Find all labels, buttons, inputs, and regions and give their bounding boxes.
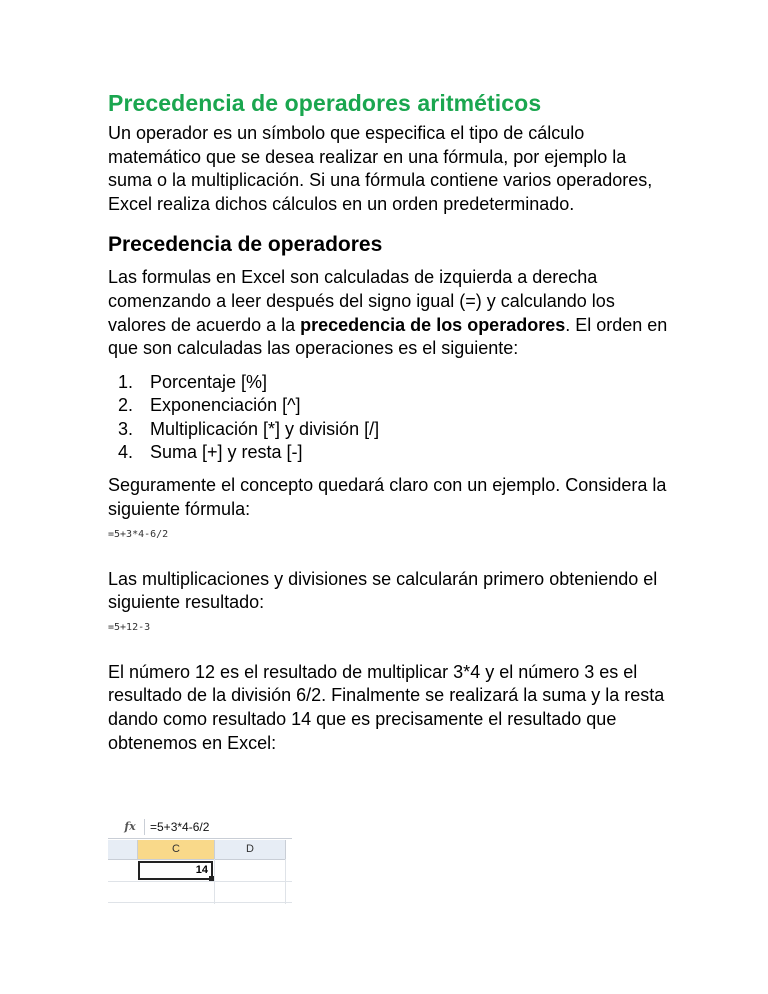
fill-handle [209,876,214,881]
example-paragraph: Seguramente el concepto quedará claro con un ejemplo. Considera la siguiente fórmula: [108,475,667,519]
precedence-paragraph [108,266,668,360]
list-number: 1. [118,371,134,392]
list-item [108,371,668,394]
list-number: 3. [118,418,134,439]
row-header-corner [108,840,138,860]
selected-cell-c: 14 [138,861,213,880]
list-item [108,394,668,417]
document-page [108,86,668,755]
list-item [108,418,668,441]
result-paragraph: El número 12 es el resultado de multiplicar 3*4 y el número 3 es el resultado de la división 6/2. Finalmente se realizará la suma y la resta dando como resultado 14 que es precisamente el resultado que obtenemos en Excel: [108,661,665,753]
column-header-c: C [138,840,215,860]
column-header-d: D [215,840,286,860]
section-heading: Precedencia de operadores [108,233,383,257]
grid-line [108,902,292,903]
list-text: Multiplicación [*] y división [/] [150,418,380,439]
formula-bar [108,816,292,839]
formula-example-1: =5+3*4-6/2 [108,528,169,540]
formula-bar-text: =5+3*4-6/2 [150,820,210,834]
list-text: Exponenciación [^] [150,395,301,416]
multiplication-paragraph: Las multiplicaciones y divisiones se calcularán primero obteniendo el siguiente resultado: [108,568,658,613]
precedence-text-start: Las formulas en Excel son calculadas de izquierda a derecha comenzando a leer después del signo igual (=) y calculando los valores de acuerdo a la [108,267,615,335]
precedence-text-end: . El orden en que son calculadas las operaciones es el siguiente: [108,314,668,359]
precedence-bold-text: precedencia de los operadores [300,314,566,335]
list-number: 4. [118,441,134,462]
grid-line [108,881,292,882]
list-text: Suma [+] y resta [-] [150,441,303,462]
grid-line [285,859,286,904]
list-item [108,441,668,464]
intro-paragraph: Un operador es un símbolo que especifica el tipo de cálculo matemático que se desea realizar en una fórmula, por ejemplo la suma o la multiplicación. Si una fórmula contiene varios operadores, Excel realiza dichos cálculos en un orden predeterminado. [108,123,653,214]
list-text: Porcentaje [%] [150,371,268,392]
grid-line [214,859,215,904]
excel-screenshot [108,816,292,904]
list-number: 2. [118,395,134,416]
fx-icon: fx [116,819,145,835]
operator-list [108,371,668,465]
formula-example-2: =5+12-3 [108,621,151,633]
page-title: Precedencia de operadores aritméticos [108,90,542,116]
